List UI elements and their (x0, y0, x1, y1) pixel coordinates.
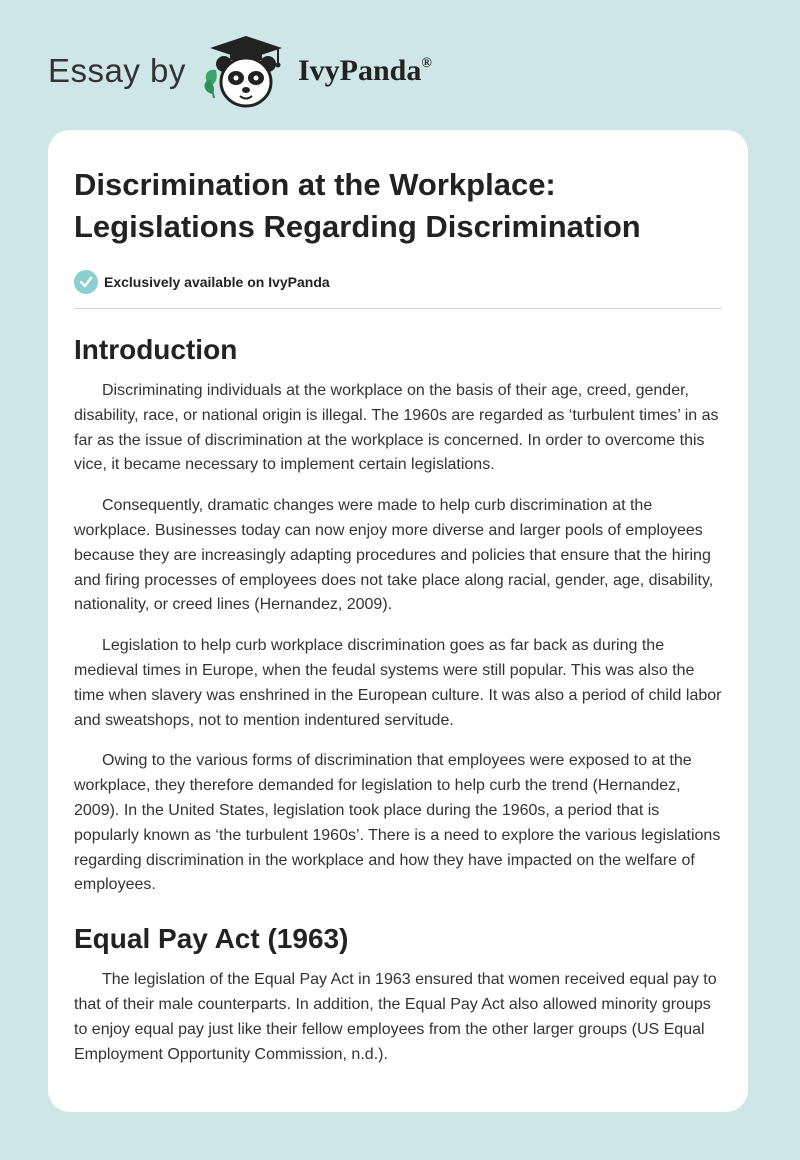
paragraph: Owing to the various forms of discrimination that employees were exposed to at the workplace, they therefore demanded for legislation to help curb the trend (Hernandez, 2009). In the United States, legislation took place during the 1960s, a period that is popularly known as ‘the turbulent 1960s’. There is a need to explore the various legislations regarding discrimination in the workplace and how they have impacted on the welfare of employees. (74, 752, 721, 894)
divider (74, 308, 722, 309)
site-header (48, 34, 508, 114)
section-equal-pay-act (74, 922, 722, 1067)
essay-by-label: Essay by (48, 52, 186, 89)
registered-mark: ® (421, 56, 432, 71)
brand-name[interactable] (298, 54, 432, 88)
exclusive-badge (74, 268, 722, 296)
panda-logo-icon[interactable] (200, 34, 292, 110)
paragraph: Legislation to help curb workplace discrimination goes as far back as during the medieval times in Europe, when the feudal systems were still popular. This was also the time when slavery was enshrined in the European culture. It was also a period of child labor and sweatshops, not to mention indentured servitude. (74, 637, 722, 729)
essay-card (48, 130, 748, 1112)
paragraph: The legislation of the Equal Pay Act in 1963 ensured that women received equal pay to that of their male counterparts. In addition, the Equal Pay Act also allowed minority groups to enjoy equal pay just like their fellow employees from the other larger groups (US Equal Employment Opportunity Commission, n.d.). (74, 971, 717, 1063)
exclusive-label: Exclusively available on IvyPanda (104, 274, 330, 290)
paragraph: Discriminating individuals at the workplace on the basis of their age, creed, gender, disability, race, or national origin is illegal. The 1960s are regarded as ‘turbulent times’ in as far as the issue of discrimination at the workplace is concerned. In order to overcome this vice, it became necessary to implement certain legislations. (74, 382, 719, 474)
section-heading: Equal Pay Act (1963) (74, 923, 349, 955)
section-introduction (74, 333, 722, 898)
section-heading: Introduction (74, 334, 238, 365)
check-icon (74, 270, 98, 294)
essay-content (74, 164, 722, 1083)
leaf-icon (205, 70, 217, 98)
paragraph: Consequently, dramatic changes were made to help curb discrimination at the workplace. Businesses today can now enjoy more diverse and larger pools of employees because they are increasingly adapting procedures and policies that ensure that the hiring and firing processes of employees does not take place along racial, gender, age, disability, nationality, or creed lines (Hernandez, 2009). (74, 497, 714, 614)
brand-name-text[interactable]: IvyPanda (298, 54, 422, 87)
page-title: Discrimination at the Workplace: Legislations Regarding Discrimination (74, 167, 641, 244)
